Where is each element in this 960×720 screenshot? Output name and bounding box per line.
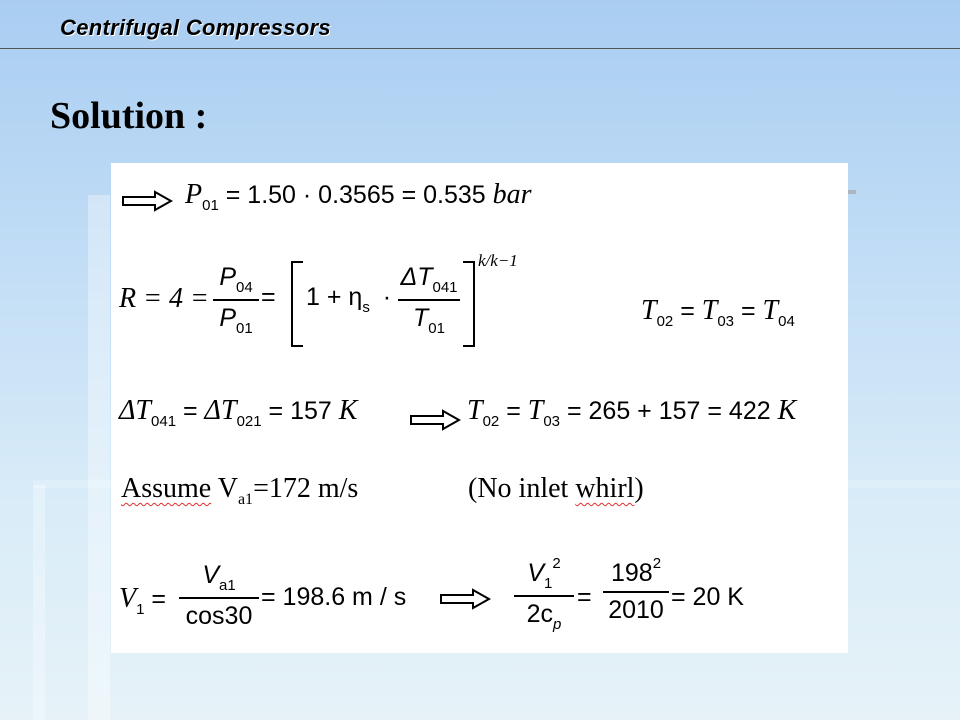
pressure-ratio-fraction: $P_{04}$ $P_{01}$	[213, 263, 259, 337]
header-divider	[0, 48, 960, 49]
equation-line-3-left: $\Delta T_{041} = \Delta T_{021} = 157$ K	[119, 395, 358, 430]
temperature-result: = 20 K	[671, 583, 744, 611]
velocity-fraction: $V_{a1}$ cos30	[179, 561, 259, 631]
velocity-result: = 198.6 m / s	[261, 583, 407, 611]
equals-sign: =	[261, 283, 276, 311]
assumption-text: Assume $V_{a1}=172$ m/s	[121, 473, 359, 508]
equation-image	[111, 163, 848, 653]
equation-line-1: $P_{01} = 1.50 \cdot 0.3565 = 0.535$ bar	[185, 179, 532, 214]
temperature-ratio-fraction: $\Delta T_{041}$ $T_{01}$	[398, 263, 460, 337]
one-plus-eta: $1 + \eta_s$ ·	[306, 283, 392, 316]
equals-sign: =	[577, 583, 592, 611]
equation-line-3-right: $T_{02} = T_{03} = 265 + 157 = 422$ K	[467, 395, 797, 430]
no-inlet-whirl-note: (No inlet whirl)	[468, 473, 644, 504]
equation-line-2-lhs: R = 4 =	[119, 283, 209, 314]
left-bracket	[291, 261, 303, 347]
implies-arrow-icon	[121, 190, 173, 212]
equation-line-5-lhs: $V_1$ =	[119, 583, 166, 618]
dynamic-temperature-fraction: $V_1^2$ $2c_p$	[514, 555, 574, 633]
slide-heading: Solution :	[50, 95, 208, 137]
temperature-equality: $T_{02} = T_{03} = T_{04}$	[641, 295, 795, 330]
numeric-fraction: $198^2$ 2010	[603, 555, 669, 625]
header-title: Centrifugal Compressors	[60, 15, 331, 40]
decor-vertical-bar-2	[33, 485, 45, 720]
decor-vertical-bar	[88, 195, 110, 720]
exponent: k/k−1	[478, 251, 518, 270]
implies-arrow-icon	[409, 409, 461, 431]
right-bracket	[463, 261, 475, 347]
decor-dash	[848, 190, 856, 194]
implies-arrow-icon	[439, 588, 491, 610]
